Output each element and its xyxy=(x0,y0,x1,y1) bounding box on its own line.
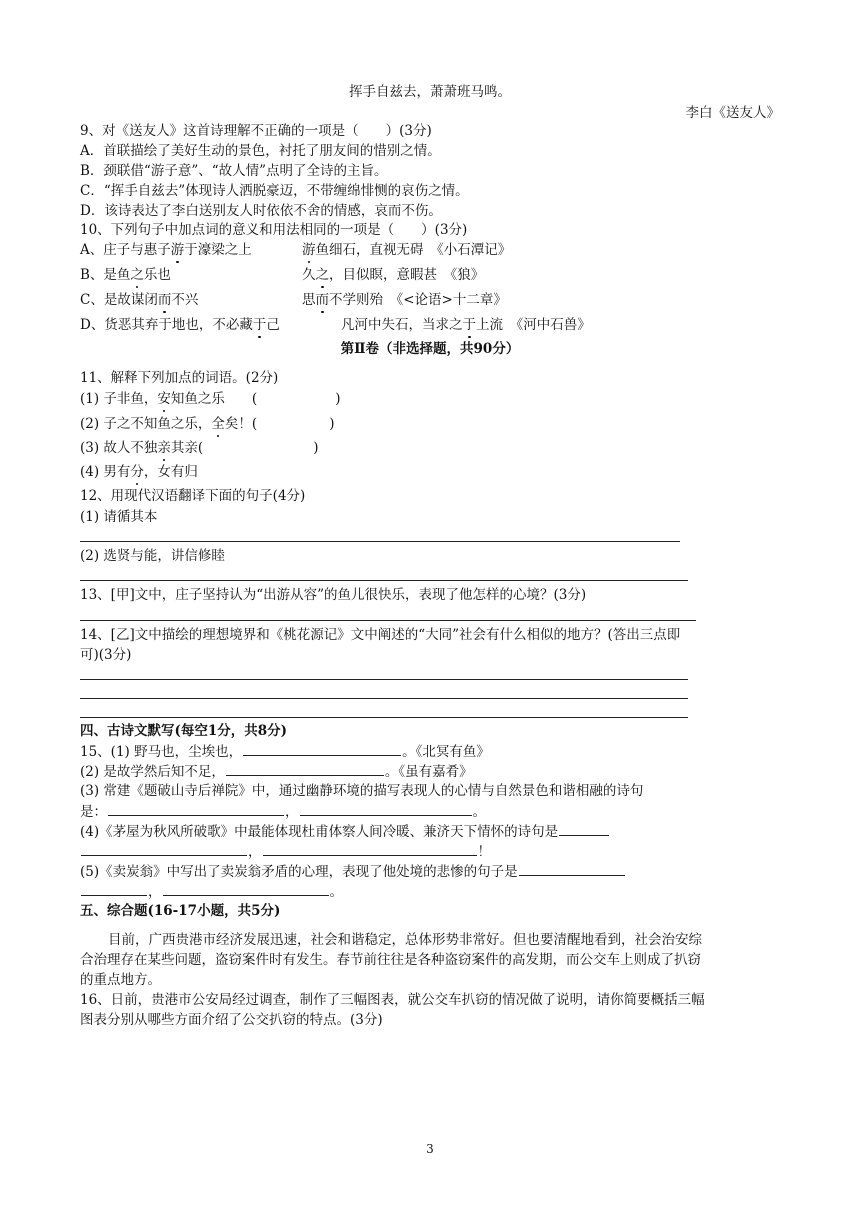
fill-blank[interactable] xyxy=(263,841,477,856)
section5-para-line3: 的重点地方。 xyxy=(80,972,161,988)
q11-item-1 xyxy=(80,389,340,409)
q9-stem: 9、对《送友人》这首诗理解不正确的一项是（ ）(3分) xyxy=(80,123,432,139)
fill-blank[interactable] xyxy=(226,761,384,776)
q11-text: 矣！( xyxy=(224,416,258,432)
q10-a-text: 于濠梁之上 xyxy=(184,242,252,258)
q10-option-c xyxy=(80,290,198,310)
q15-text: 。《北冥有鱼》 xyxy=(402,744,490,760)
q10-option-d xyxy=(80,315,280,335)
q12-item-2: (2) 选贤与能，讲信修睦 xyxy=(80,548,225,564)
q11-text: ) xyxy=(313,440,319,456)
fill-blank[interactable] xyxy=(519,861,625,876)
fill-blank[interactable] xyxy=(108,801,284,816)
q15-text: ， xyxy=(248,844,262,860)
q9-option-a: A．首联描绘了美好生动的景色，衬托了朋友间的惜别之情。 xyxy=(80,143,441,159)
poem-last-line: 挥手自兹去，萧萧班马鸣。 xyxy=(349,84,511,100)
section5-title: 五、综合题(16-17小题，共5分) xyxy=(80,903,281,919)
q10-option-b xyxy=(80,265,171,285)
q10-option-d-compare xyxy=(341,315,591,335)
q10-d-text: D、货恶其弃于地也，不必藏 xyxy=(80,317,253,333)
q10-b-text: 乐也 xyxy=(143,267,171,283)
q10-stem: 10、下列句子中加点词的意义和用法相同的一项是（ ）(3分) xyxy=(80,222,468,238)
q10-b-text: B、是鱼 xyxy=(80,267,131,283)
q10-c-text: 不兴 xyxy=(171,292,199,308)
q11-item-4 xyxy=(80,462,198,482)
q14-stem-line2: 可)(3分) xyxy=(80,647,132,663)
fill-blank[interactable] xyxy=(559,821,609,836)
q15-text: (4)《茅屋为秋风所破歌》中最能体现杜甫体察人间冷暖、兼济天下情怀的诗句是 xyxy=(80,824,559,840)
q16-line2: 图表分别从哪些方面介绍了公交扒窃的特点。(3分) xyxy=(80,1012,383,1028)
poem-source: 李白《送友人》 xyxy=(685,105,780,121)
q10-option-b-compare xyxy=(302,265,484,285)
section5-para-line1: 目前，广西贵港市经济发展迅速，社会和谐稳定，总体形势非常好。但也要清醒地看到，社会治安综 xyxy=(108,932,702,948)
q15-text: 。《虽有嘉肴》 xyxy=(384,764,473,780)
q15-5a xyxy=(80,861,626,882)
q15-4b xyxy=(80,841,491,862)
q16-line1: 16、日前，贵港市公安局经过调查，制作了三幅图表，就公交车扒窃的情况做了说明，请你简要概括三幅 xyxy=(80,992,705,1008)
q15-text: ， xyxy=(285,804,299,820)
part2-title: 第Ⅱ卷（非选择题，共90分） xyxy=(340,341,520,357)
page-number: 3 xyxy=(426,1142,434,1156)
dotted-word: 于 xyxy=(252,317,267,333)
dotted-word: 全 xyxy=(211,416,225,432)
q15-text: 。 xyxy=(472,804,486,820)
q15-4a xyxy=(80,821,610,842)
q11-item-2 xyxy=(80,414,334,434)
q10-c-text: 思 xyxy=(302,292,316,308)
q10-d-text: 上流 《河中石兽》 xyxy=(476,317,591,333)
q15-2 xyxy=(80,761,473,782)
q13-stem: 13、[甲]文中，庄子坚持认为“出游从容”的鱼儿很快乐，表现了他怎样的心境？(3分) xyxy=(80,587,587,603)
answer-line xyxy=(80,679,688,680)
q14-stem-line1: 14、[乙]文中描绘的理想境界和《桃花源记》文中阐述的“大同”社会有什么相似的地方？(答出三点即 xyxy=(80,627,681,643)
q12-item-1: (1) 请循其本 xyxy=(80,509,158,525)
q15-3a: (3) 常建《题破山寺后禅院》中，通过幽静环境的描写表现人的心情与自然景色和谐相融的诗句 xyxy=(80,783,644,799)
q15-text: (5)《卖炭翁》中写出了卖炭翁矛盾的心理，表现了他处境的悲惨的句子是 xyxy=(80,864,518,880)
q10-d-text: 己 xyxy=(266,317,280,333)
q10-option-a-compare xyxy=(302,240,511,260)
q15-3b xyxy=(80,801,486,822)
q10-b-text: ，目似瞑，意暇甚 《狼》 xyxy=(329,267,485,283)
q11-text: 知鱼之乐 ( xyxy=(170,391,258,407)
q10-c-text: 不学则殆 《<论语>十二章》 xyxy=(329,292,507,308)
answer-line xyxy=(80,620,696,621)
q10-a-text: 鱼细石，直视无碍 《小石潭记》 xyxy=(315,242,512,258)
q15-text: ， xyxy=(148,884,162,900)
q15-text: ！ xyxy=(477,844,491,860)
answer-line xyxy=(80,717,688,718)
fill-blank[interactable] xyxy=(81,881,147,896)
dotted-word: 分 xyxy=(130,464,144,480)
fill-blank[interactable] xyxy=(243,741,401,756)
q11-text: (3) 故人不独 xyxy=(80,440,158,456)
q11-item-3 xyxy=(80,438,318,458)
q9-option-c: C．“挥手自兹去”体现诗人洒脱豪迈，不带缠绵悱恻的哀伤之情。 xyxy=(80,183,469,199)
fill-blank[interactable] xyxy=(300,801,472,816)
q11-text: ，女有归 xyxy=(143,464,198,480)
q10-option-c-compare xyxy=(302,290,507,310)
q11-text: ) xyxy=(329,416,335,432)
q15-text: 。 xyxy=(329,884,343,900)
dotted-word: 之 xyxy=(130,267,144,283)
q9-option-d: D．该诗表达了李白送别友人时依依不舍的情感，哀而不伤。 xyxy=(80,203,442,219)
q11-text: (2) 子之不知鱼之乐， xyxy=(80,416,212,432)
q11-stem: 11、解释下列加点的词语。(2分) xyxy=(80,370,279,386)
q15-text: 是： xyxy=(80,804,107,820)
answer-line xyxy=(80,698,688,699)
fill-blank[interactable] xyxy=(81,841,247,856)
dotted-word: 游 xyxy=(170,242,185,258)
dotted-word: 安 xyxy=(157,391,171,407)
dotted-word: 游 xyxy=(302,242,316,258)
q11-text: (1) 子非鱼， xyxy=(80,391,158,407)
q10-a-text: A、庄子与惠子 xyxy=(80,242,171,258)
section4-title: 四、古诗文默写(每空1分，共8分) xyxy=(80,723,288,739)
dotted-word: 而 xyxy=(315,292,329,308)
q11-text: 其亲( xyxy=(170,440,204,456)
q12-stem: 12、用现代汉语翻译下面的句子(4分) xyxy=(80,488,306,504)
section5-para-line2: 合治理存在某些问题，盗窃案件时有发生。春节前往往是各种盗窃案件的高发期，而公交车上则成了扒窃 xyxy=(80,952,701,968)
fill-blank[interactable] xyxy=(163,881,329,896)
q11-text: ) xyxy=(335,391,341,407)
q11-text: (4) 男有 xyxy=(80,464,131,480)
answer-line xyxy=(80,541,680,542)
q9-option-b: B．颈联借“游子意”、“故人情”点明了全诗的主旨。 xyxy=(80,163,388,179)
q10-b-text: 久 xyxy=(302,267,316,283)
q15-5b xyxy=(80,881,343,902)
q15-text: 15、(1) 野马也，尘埃也， xyxy=(80,744,243,760)
q15-1 xyxy=(80,741,490,762)
q10-d-text: 凡河中失石，当求之 xyxy=(341,317,463,333)
dotted-word: 之 xyxy=(315,267,329,283)
dotted-word: 亲 xyxy=(157,440,171,456)
dotted-word: 于 xyxy=(462,317,476,333)
dotted-word: 而 xyxy=(157,292,172,308)
q10-option-a xyxy=(80,240,252,260)
answer-line xyxy=(80,580,688,581)
q10-c-text: C、是故谋闭 xyxy=(80,292,158,308)
q15-text: (2) 是故学然后知不足， xyxy=(80,764,225,780)
